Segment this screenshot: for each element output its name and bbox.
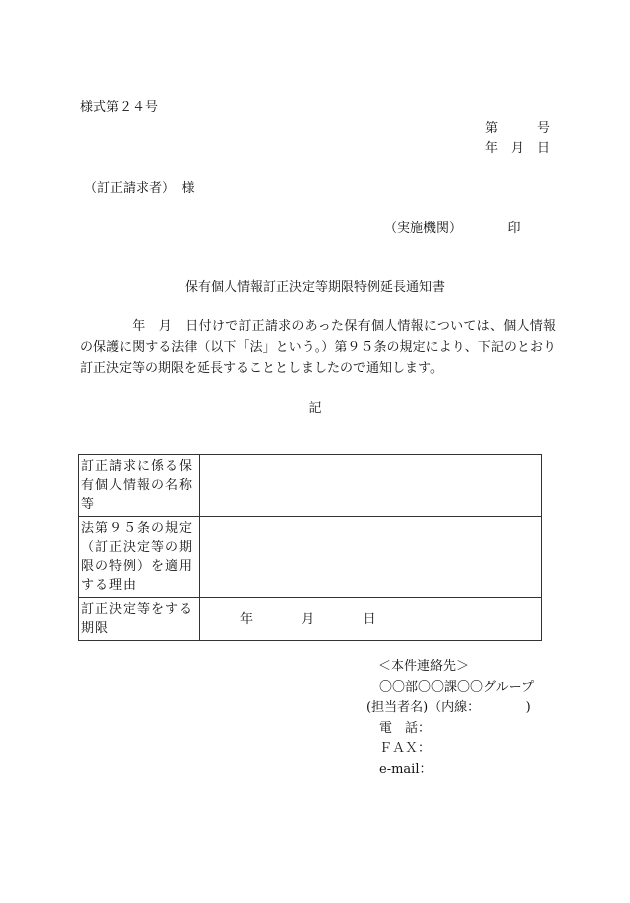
ki-heading: 記 — [308, 401, 322, 416]
deadline-year: 年 — [240, 611, 254, 627]
document-date: 年 月 日 — [485, 141, 551, 156]
deadline-month: 月 — [301, 611, 315, 627]
details-table — [78, 454, 542, 641]
table-row — [79, 517, 542, 598]
contact-tel: 電 話： — [366, 720, 432, 736]
body-text: 年 月 日付けで訂正請求のあった保有個人情報については、個人情報の保護に関する法律（以下「法」という。）第９５条の規定により、下記のとおり訂正決定等の期限を延長することとしましたので通知します。 — [80, 319, 556, 376]
document-number: 第 号 — [485, 121, 551, 136]
row-value-reason — [200, 517, 542, 598]
form-number: 様式第２４号 — [80, 100, 159, 115]
addressee: （訂正請求者） 様 — [84, 181, 195, 196]
body-paragraph — [80, 316, 556, 379]
contact-fax: ＦＡＸ： — [366, 741, 432, 756]
contact-block — [366, 657, 534, 780]
deadline-day: 日 — [362, 611, 376, 627]
document-title: 保有個人情報訂正決定等期限特例延長通知書 — [184, 280, 445, 295]
row-label-document-name: 訂正請求に係る保有個人情報の名称等 — [79, 455, 200, 517]
table-row — [79, 455, 542, 517]
contact-group: 〇〇部〇〇課〇〇グループ — [366, 679, 534, 695]
row-label-deadline: 訂正決定等をする期限 — [79, 598, 200, 641]
issuer-seal-line: （実施機関） 印 — [384, 221, 521, 236]
contact-heading: ＜本件連絡先＞ — [378, 659, 470, 674]
row-value-document-name — [200, 455, 542, 517]
contact-person: (担当者名)（内線： ) — [366, 700, 531, 715]
row-value-deadline — [200, 598, 542, 641]
row-label-reason: 法第９５条の規定（訂正決定等の期限の特例）を適用する理由 — [79, 517, 200, 598]
table-row — [79, 598, 542, 641]
contact-email: e-mail： — [366, 761, 433, 777]
